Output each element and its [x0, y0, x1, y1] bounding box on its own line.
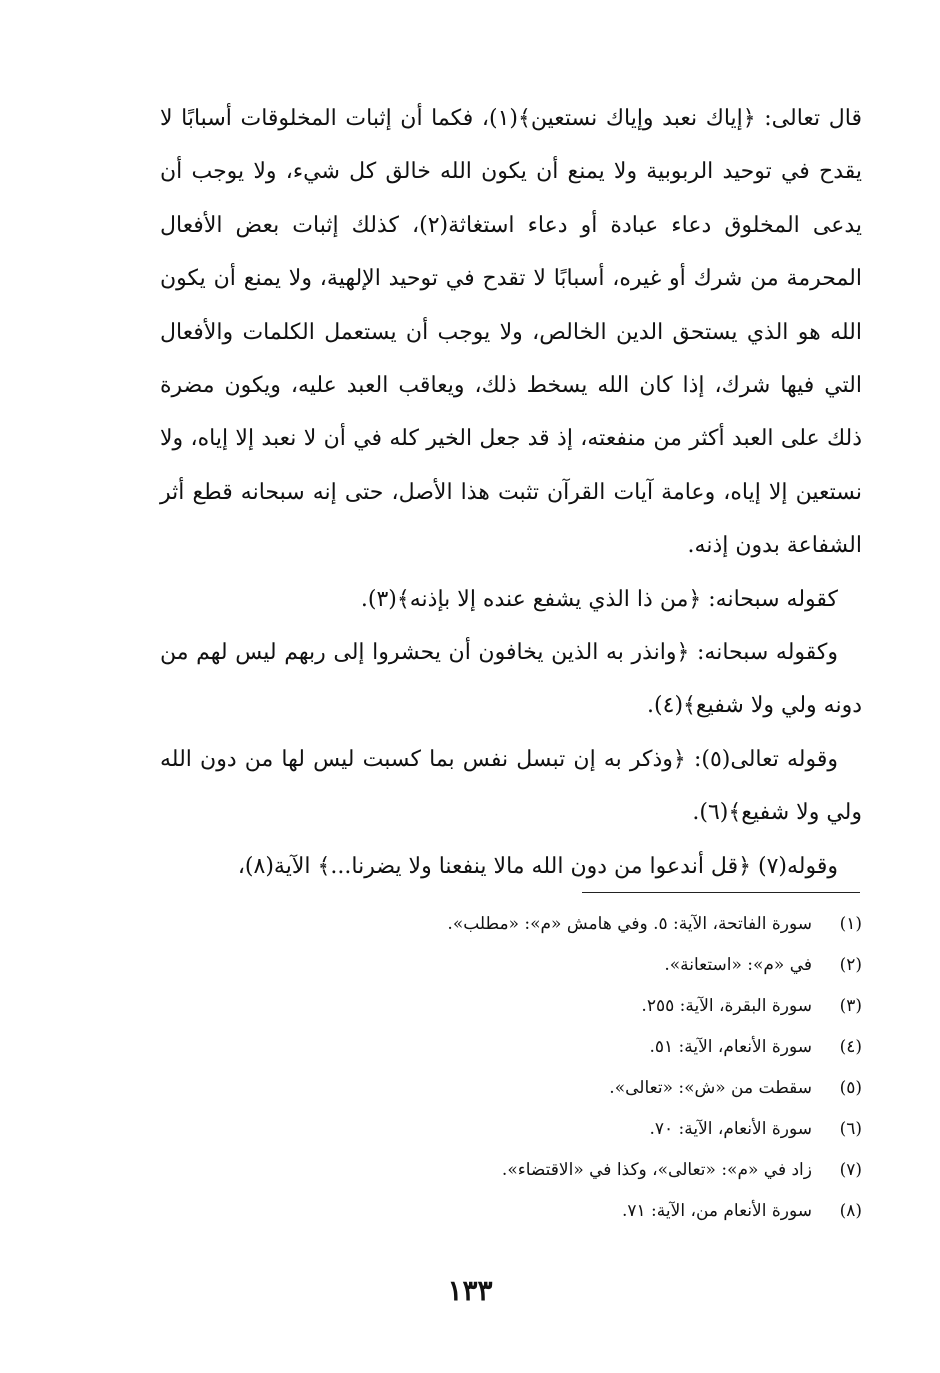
paragraph-quote-shafaa: كقوله سبحانه: ﴿من ذا الذي يشفع عنده إلا بإذنه﴾(٣). — [360, 586, 838, 612]
footnote-item — [360, 1191, 862, 1232]
main-text-body — [160, 92, 862, 893]
page-number: ١٣٣ — [447, 1274, 493, 1307]
footnote-number: (٣) — [839, 996, 862, 1016]
paragraph-quote-qul-anadu: وقوله(٧) ﴿قل أندعوا من دون الله مالا ينفعنا ولا يضرنا...﴾ الآية(٨)، — [237, 853, 838, 879]
footnote-text: زاد في «م»: «تعالى»، وكذا في «الاقتضاء». — [501, 1160, 812, 1180]
footnote-number: (٧) — [839, 1160, 862, 1180]
footnote-item — [360, 1109, 862, 1150]
footnotes-list — [360, 904, 862, 1232]
footnote-number: (٥) — [839, 1078, 862, 1098]
footnote-number: (٢) — [839, 955, 862, 975]
footnote-text: سقطت من «ش»: «تعالى». — [609, 1078, 812, 1098]
footnote-item — [360, 1068, 862, 1109]
footnote-separator — [582, 892, 860, 893]
footnote-number: (٨) — [839, 1201, 862, 1221]
footnote-text: سورة الأنعام، الآية: ٥١. — [649, 1037, 812, 1057]
footnote-number: (٤) — [839, 1037, 862, 1057]
paragraph-quran-argument: قال تعالى: ﴿إياك نعبد وإياك نستعين﴾(١)، فكما أن إثبات المخلوقات أسبابًا لا يقدح في توحيد الربوبية ولا يمنع أن يكون الله خالق كل شيء، ولا يوجب أن يدعى المخلوق دعاء عبادة أو دعاء استغاثة(٢)، كذلك إثبات بعض الأفعال المحرمة من شرك أو غيره، أسبابًا لا تقدح في توحيد الإلهية، ولا يمنع أن يكون الله هو الذي يستحق الدين الخالص، ولا يوجب أن يستعمل الكلمات والأفعال التي فيها شرك، إذا كان الله يسخط ذلك، ويعاقب العبد عليه، ويكون مضرة ذلك على العبد أكثر من منفعته، إذ قد جعل الخير كله في أن لا نعبد إلا إياه، ولا نستعين إلا إياه، وعامة آيات القرآن تثبت هذا الأصل، حتى إنه سبحانه قطع أثر الشفاعة بدون إذنه. — [160, 106, 862, 559]
footnote-item — [360, 904, 862, 945]
footnote-text: سورة الفاتحة، الآية: ٥. وفي هامش «م»: «مطلب». — [447, 914, 812, 934]
footnote-item — [360, 986, 862, 1027]
footnote-number: (٦) — [839, 1119, 862, 1139]
footnote-number: (١) — [839, 914, 862, 934]
footnote-text: في «م»: «استعانة». — [664, 955, 812, 975]
footnote-text: سورة الأنعام، الآية: ٧٠. — [649, 1119, 812, 1139]
footnote-text: سورة الأنعام من، الآية: ٧١. — [621, 1201, 812, 1221]
paragraph-quote-wa-andhir: وكقوله سبحانه: ﴿وانذر به الذين يخافون أن يحشروا إلى ربهم ليس لهم من دونه ولي ولا شفيع﴾(٤). — [160, 640, 862, 719]
footnote-item — [360, 945, 862, 986]
footnote-item — [360, 1150, 862, 1191]
paragraph-quote-wa-dhakkir: وقوله تعالى(٥): ﴿وذكر به إن تبسل نفس بما كسبت ليس لها من دون الله ولي ولا شفيع﴾(٦). — [160, 746, 862, 826]
footnote-item — [360, 1027, 862, 1068]
footnote-text: سورة البقرة، الآية: ٢٥٥. — [641, 996, 812, 1016]
